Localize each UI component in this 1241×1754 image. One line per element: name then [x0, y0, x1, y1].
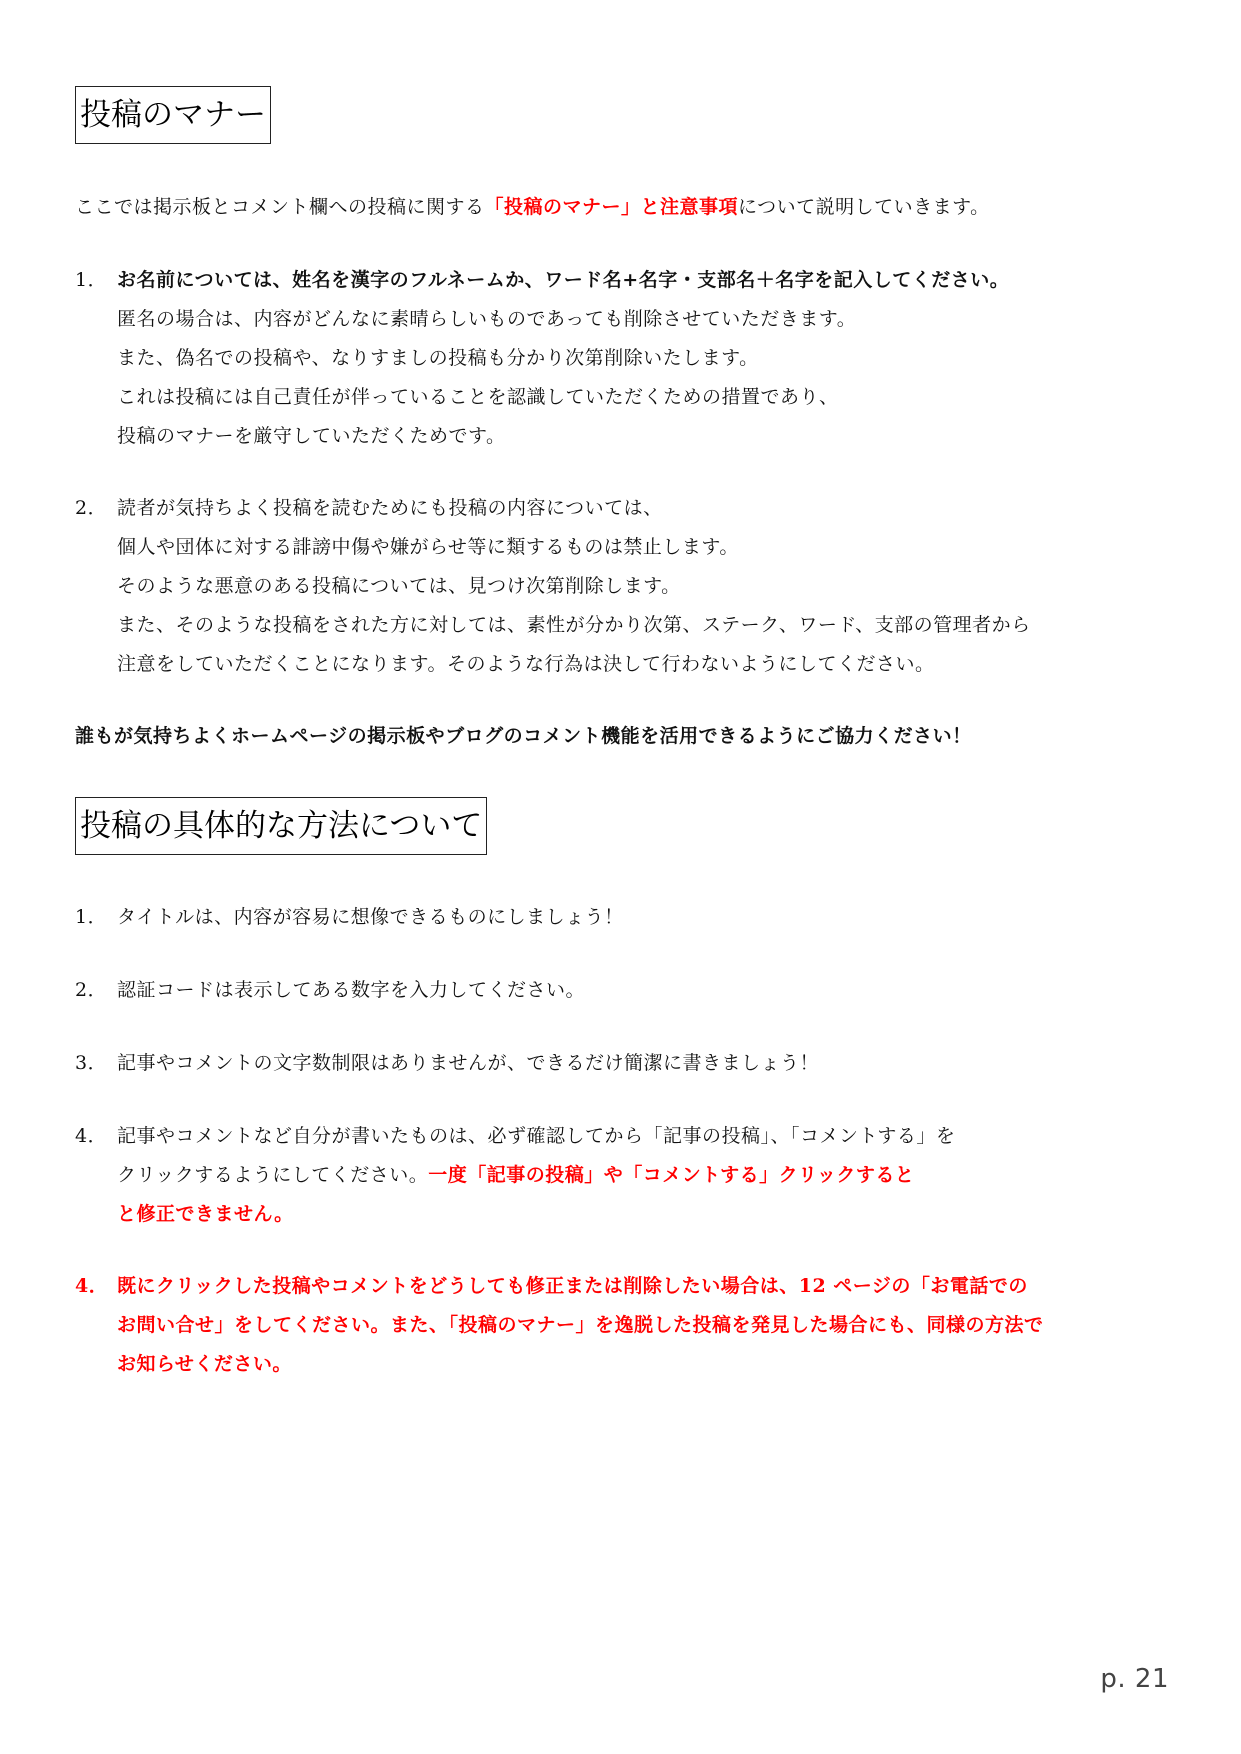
method-item-5-line-3: お知らせください。	[117, 1353, 292, 1375]
manner-item-1-lead	[75, 266, 1009, 294]
manner-item-1-line-1: 匿名の場合は、内容がどんなに素晴らしいものであっても削除させていただきます。	[117, 308, 857, 330]
method-item-5-line-2: お問い合せ」をしてください。また、「投稿のマナー」を逸脱した投稿を発見した場合にも、同様の方法で	[117, 1314, 1044, 1336]
method-item-1	[75, 903, 624, 931]
item-number: 2．	[75, 979, 108, 1001]
item-number: 1．	[75, 906, 108, 928]
item-number: 2．	[75, 497, 108, 519]
manner-item-2-line-1: 個人や団体に対する誹謗中傷や嫌がらせ等に類するものは禁止します。	[117, 536, 739, 558]
method-item-3-text: 記事やコメントの文字数制限はありませんが、できるだけ簡潔に書きましょう！	[117, 1052, 820, 1074]
closing-statement: 誰もが気持ちよくホームページの掲示板やブログのコメント機能を活用できるようにご協力ください！	[75, 725, 972, 747]
page-number: p. 21	[1100, 1664, 1169, 1694]
intro-text-post: について説明していきます。	[738, 196, 990, 218]
method-item-5-line-1-text: 既にクリックした投稿やコメントをどうしても修正または削除したい場合は、12 ページの「お電話での	[117, 1275, 1028, 1297]
method-item-4-line-1-text: 記事やコメントなど自分が書いたものは、必ず確認してから「記事の投稿」、「コメントする」を	[117, 1125, 956, 1147]
manner-item-2-line-3: また、そのような投稿をされた方に対しては、素性が分かり次第、ステーク、ワード、支部の管理者から	[117, 614, 1031, 636]
manner-item-1-lead-text: お名前については、姓名を漢字のフルネームか、ワード名+名字・支部名＋名字を記入してください。	[117, 269, 1010, 291]
section-heading-posting-manners: 投稿のマナー	[75, 86, 271, 144]
method-item-4-warning-cont: と修正できません。	[117, 1203, 294, 1225]
manner-item-1-line-3: これは投稿には自己責任が伴っていることを認識していただくための措置であり、	[117, 386, 839, 408]
method-item-5-line-1	[75, 1272, 1028, 1300]
manner-item-2-line-4: 注意をしていただくことになります。そのような行為は決して行わないようにしてください。	[117, 653, 935, 675]
manner-item-2-line-2: そのような悪意のある投稿については、見つけ次第削除します。	[117, 575, 681, 597]
item-number: 3．	[75, 1052, 108, 1074]
intro-text-pre: ここでは掲示板とコメント欄への投稿に関する	[75, 196, 485, 218]
method-item-1-text: タイトルは、内容が容易に想像できるものにしましょう！	[117, 906, 624, 928]
manner-item-2-lead	[75, 494, 663, 522]
intro-highlight: 「投稿のマナー」と注意事項	[484, 196, 739, 218]
method-item-4-warning: 一度「記事の投稿」や「コメントする」クリックすると	[428, 1164, 915, 1186]
method-item-2-text: 認証コードは表示してある数字を入力してください。	[117, 979, 586, 1001]
intro-paragraph	[75, 193, 990, 221]
method-item-4-line-1	[75, 1122, 955, 1150]
manner-item-1-line-4: 投稿のマナーを厳守していただくためです。	[117, 425, 506, 447]
item-number: 1．	[75, 269, 108, 291]
method-item-2	[75, 976, 585, 1004]
section-heading-posting-methods: 投稿の具体的な方法について	[75, 797, 487, 855]
manner-item-1-line-2: また、偽名での投稿や、なりすましの投稿も分かり次第削除いたします。	[117, 347, 759, 369]
item-number: 4．	[75, 1125, 108, 1147]
item-number: 4．	[75, 1275, 109, 1297]
method-item-4-line-2	[117, 1161, 914, 1189]
method-item-3	[75, 1049, 819, 1077]
manner-item-2-lead-text: 読者が気持ちよく投稿を読むためにも投稿の内容については、	[117, 497, 663, 519]
method-item-4-line-2-pre: クリックするようにしてください。	[117, 1164, 429, 1186]
